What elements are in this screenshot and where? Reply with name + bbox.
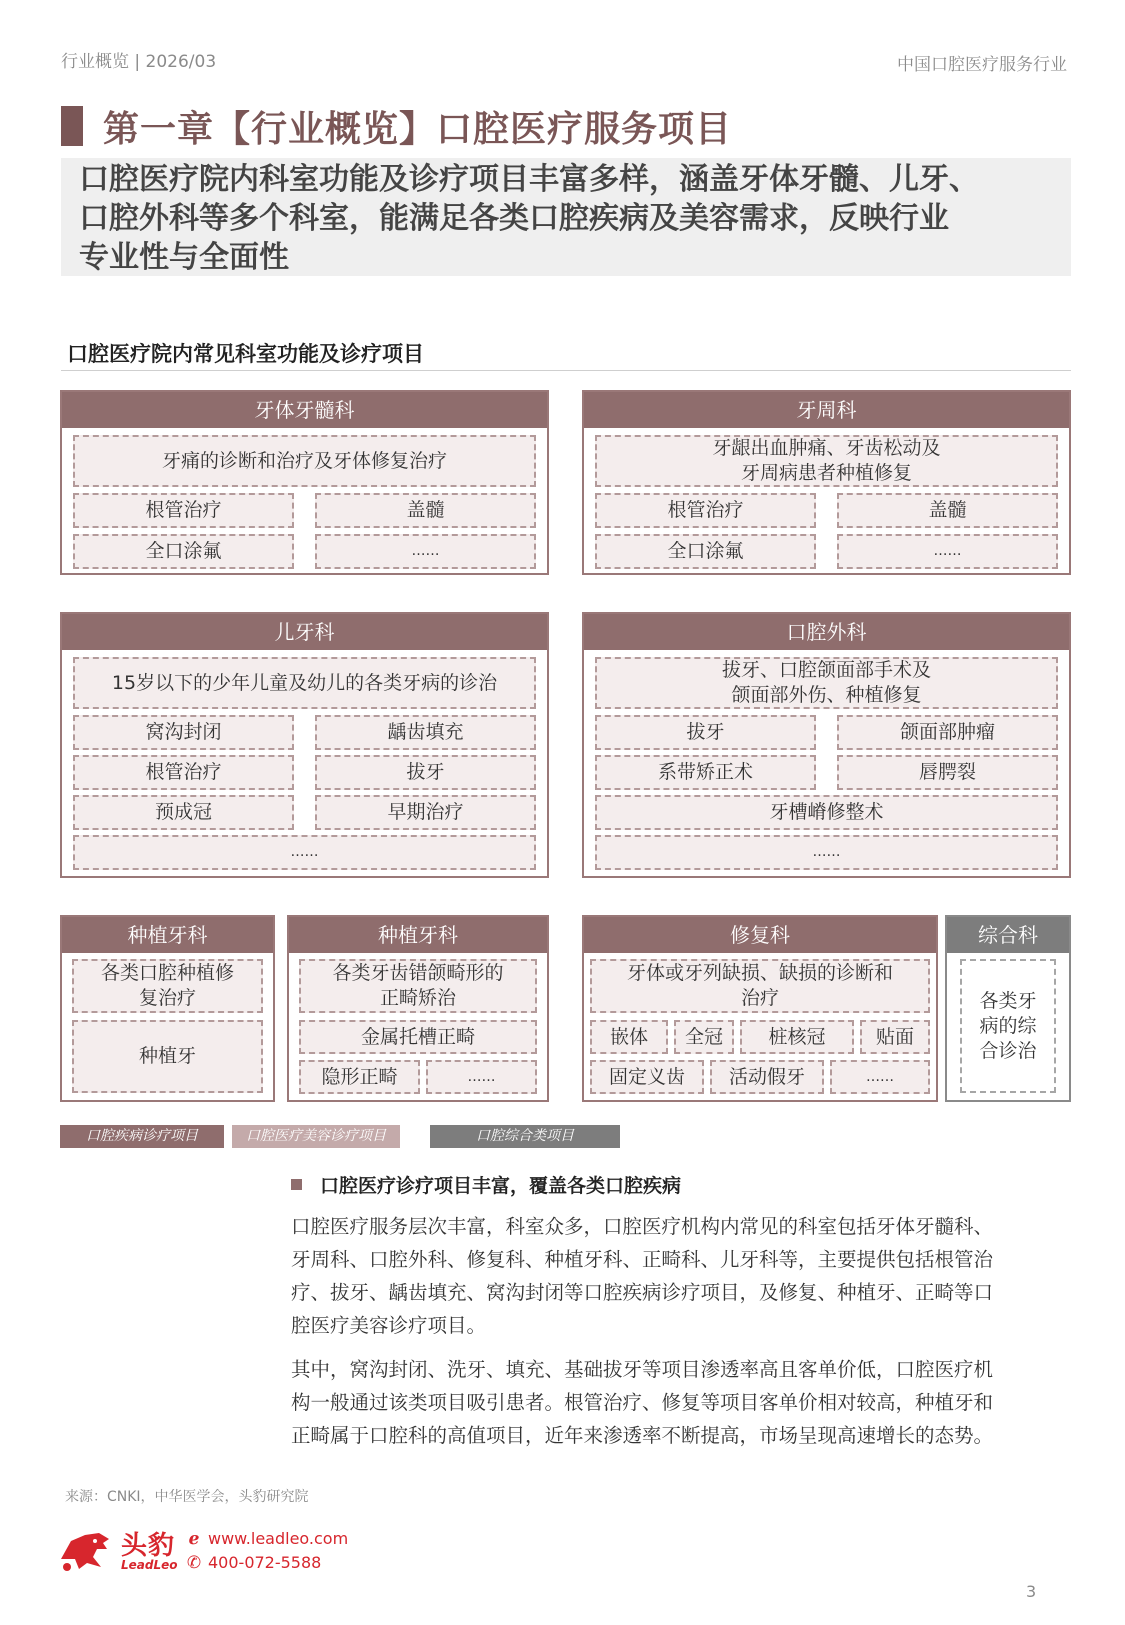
dept-item: 龋齿填充 bbox=[315, 715, 536, 750]
dept-item: 全口涂氟 bbox=[73, 534, 294, 569]
dept-prosthodontics bbox=[582, 915, 938, 1102]
legend-cosmetic-treatment: 口腔医疗美容诊疗项目 bbox=[232, 1125, 400, 1148]
dept-item: …… bbox=[315, 534, 536, 569]
phone-icon: ✆ bbox=[186, 1553, 202, 1573]
dept-item: 根管治疗 bbox=[73, 755, 294, 790]
paragraph-line: 口腔医疗服务层次丰富，科室众多，口腔医疗机构内常见的科室包括牙体牙髓科、 bbox=[291, 1215, 994, 1238]
dept-item bbox=[72, 959, 263, 1013]
dept-item: 金属托槽正畸 bbox=[299, 1020, 537, 1054]
dept-item-line: 治疗 bbox=[740, 987, 779, 1009]
dept-item: 预成冠 bbox=[73, 795, 294, 830]
dept-header: 牙体牙髓科 bbox=[62, 392, 547, 428]
website-row bbox=[184, 1527, 348, 1551]
dept-item: 桩核冠 bbox=[740, 1020, 854, 1054]
dept-item: 嵌体 bbox=[590, 1020, 668, 1054]
dept-item: 拔牙 bbox=[595, 715, 816, 750]
dept-oral-surgery bbox=[582, 612, 1071, 878]
dept-item-line: 各类口腔种植修 bbox=[100, 962, 234, 984]
dept-item bbox=[960, 959, 1056, 1093]
paragraph-line: 正畸属于口腔科的高值项目，近年来渗透率不断提高，市场呈现高速增长的态势。 bbox=[291, 1424, 994, 1447]
dept-orthodontics bbox=[287, 915, 549, 1102]
source-note: 来源：CNKI，中华医学会，头豹研究院 bbox=[65, 1489, 309, 1505]
dept-header: 牙周科 bbox=[584, 392, 1069, 428]
paragraph-line: 牙周科、口腔外科、修复科、种植牙科、正畸科、儿牙科等，主要提供包括根管治 bbox=[291, 1248, 994, 1271]
dept-item: 盖髓 bbox=[315, 493, 536, 528]
dept-general bbox=[945, 915, 1071, 1102]
leopard-logo-icon bbox=[57, 1529, 113, 1573]
bullet-square-icon bbox=[291, 1179, 302, 1190]
section-divider bbox=[61, 370, 1071, 371]
dept-item: …… bbox=[73, 835, 536, 870]
dept-item-line: 拔牙、口腔颌面部手术及 bbox=[721, 659, 931, 681]
chapter-marker bbox=[61, 106, 83, 146]
dept-pediatric bbox=[60, 612, 549, 878]
dept-item-line: 正畸矫治 bbox=[379, 987, 456, 1009]
dept-item: 隐形正畸 bbox=[299, 1060, 420, 1094]
dept-item-line: 病的综 bbox=[979, 1014, 1037, 1037]
chapter-title: 第一章【行业概览】口腔医疗服务项目 bbox=[103, 108, 733, 150]
dept-item: 根管治疗 bbox=[595, 493, 816, 528]
paragraph-2 bbox=[291, 1353, 1071, 1452]
section-title: 口腔医疗院内常见科室功能及诊疗项目 bbox=[67, 342, 424, 366]
dept-item: 系带矫正术 bbox=[595, 755, 816, 790]
web-e-icon: ℯ bbox=[188, 1529, 200, 1549]
summary-box bbox=[61, 158, 1071, 276]
paragraph-line: 构一般通过该类项目吸引患者。根管治疗、修复等项目客单价相对较高，种植牙和 bbox=[291, 1391, 994, 1414]
logo-cn-text: 头豹 bbox=[121, 1531, 176, 1561]
dept-header: 综合科 bbox=[947, 917, 1069, 953]
legend-disease-treatment: 口腔疾病诊疗项目 bbox=[60, 1125, 224, 1148]
dept-endodontics bbox=[60, 390, 549, 575]
dept-header: 修复科 bbox=[584, 917, 936, 953]
dept-item: 全冠 bbox=[674, 1020, 734, 1054]
dept-item: 唇腭裂 bbox=[837, 755, 1058, 790]
subsection-title-text: 口腔医疗诊疗项目丰富，覆盖各类口腔疾病 bbox=[320, 1175, 682, 1197]
dept-item: 早期治疗 bbox=[315, 795, 536, 830]
summary-line: 专业性与全面性 bbox=[79, 240, 289, 275]
dept-header: 种植牙科 bbox=[62, 917, 273, 953]
dept-header: 口腔外科 bbox=[584, 614, 1069, 650]
dept-item: …… bbox=[830, 1060, 930, 1094]
dept-item-line: 颌面部外伤、种植修复 bbox=[731, 684, 922, 706]
dept-item: 窝沟封闭 bbox=[73, 715, 294, 750]
dept-header: 儿牙科 bbox=[62, 614, 547, 650]
dept-periodontics bbox=[582, 390, 1071, 575]
logo-en-text: LeadLeo bbox=[121, 1558, 178, 1572]
dept-item-line: 牙体或牙列缺损、缺损的诊断和 bbox=[626, 962, 893, 984]
phone-row bbox=[184, 1551, 348, 1575]
header-left: 行业概览 | 2026/03 bbox=[61, 52, 217, 72]
dept-item: 活动假牙 bbox=[710, 1060, 824, 1094]
dept-item bbox=[595, 657, 1058, 709]
dept-item-line: 各类牙 bbox=[979, 989, 1037, 1012]
subsection-title bbox=[291, 1171, 681, 1198]
paragraph-line: 其中，窝沟封闭、洗牙、填充、基础拔牙等项目渗透率高且客单价低，口腔医疗机 bbox=[291, 1358, 994, 1381]
chapter-heading bbox=[61, 104, 732, 148]
dept-item: 牙槽嵴修整术 bbox=[595, 795, 1058, 830]
dept-item-line: 牙龈出血肿痛、牙齿松动及 bbox=[712, 437, 941, 459]
paragraph-line: 疗、拔牙、龋齿填充、窝沟封闭等口腔疾病诊疗项目，及修复、种植牙、正畸等口 bbox=[291, 1281, 994, 1304]
paragraph-line: 腔医疗美容诊疗项目。 bbox=[291, 1314, 487, 1337]
dept-item: …… bbox=[837, 534, 1058, 569]
dept-item: …… bbox=[426, 1060, 537, 1094]
dept-item: 种植牙 bbox=[72, 1020, 263, 1093]
dept-item bbox=[590, 959, 930, 1013]
dept-item bbox=[595, 435, 1058, 487]
summary-line: 口腔外科等多个科室，能满足各类口腔疾病及美容需求，反映行业 bbox=[79, 201, 949, 236]
dept-item: 颌面部肿瘤 bbox=[837, 715, 1058, 750]
legend-general-items: 口腔综合类项目 bbox=[430, 1125, 620, 1148]
phone-number: 400-072-5588 bbox=[208, 1553, 322, 1572]
dept-item: 全口涂氟 bbox=[595, 534, 816, 569]
dept-item: 根管治疗 bbox=[73, 493, 294, 528]
website-link[interactable]: www.leadleo.com bbox=[208, 1529, 349, 1548]
contact-info bbox=[184, 1527, 348, 1575]
dept-item: 贴面 bbox=[860, 1020, 930, 1054]
dept-item: 牙痛的诊断和治疗及牙体修复治疗 bbox=[73, 435, 536, 487]
dept-item: 盖髓 bbox=[837, 493, 1058, 528]
paragraph-1 bbox=[291, 1210, 1071, 1342]
dept-item-line: 各类牙齿错颌畸形的 bbox=[332, 962, 504, 984]
dept-item-line: 牙周病患者种植修复 bbox=[740, 462, 912, 484]
page-number: 3 bbox=[1026, 1582, 1037, 1601]
dept-item: …… bbox=[595, 835, 1058, 870]
dept-header: 种植牙科 bbox=[289, 917, 547, 953]
header-right: 中国口腔医疗服务行业 bbox=[897, 55, 1067, 75]
dept-item-line: 合诊治 bbox=[979, 1039, 1037, 1062]
dept-item: 15岁以下的少年儿童及幼儿的各类牙病的诊治 bbox=[73, 657, 536, 709]
dept-item-line: 复治疗 bbox=[138, 987, 196, 1009]
dept-implant bbox=[60, 915, 275, 1102]
dept-item: 拔牙 bbox=[315, 755, 536, 790]
dept-item bbox=[299, 959, 537, 1013]
summary-line: 口腔医疗院内科室功能及诊疗项目丰富多样，涵盖牙体牙髓、儿牙、 bbox=[79, 162, 979, 197]
dept-item: 固定义齿 bbox=[590, 1060, 704, 1094]
